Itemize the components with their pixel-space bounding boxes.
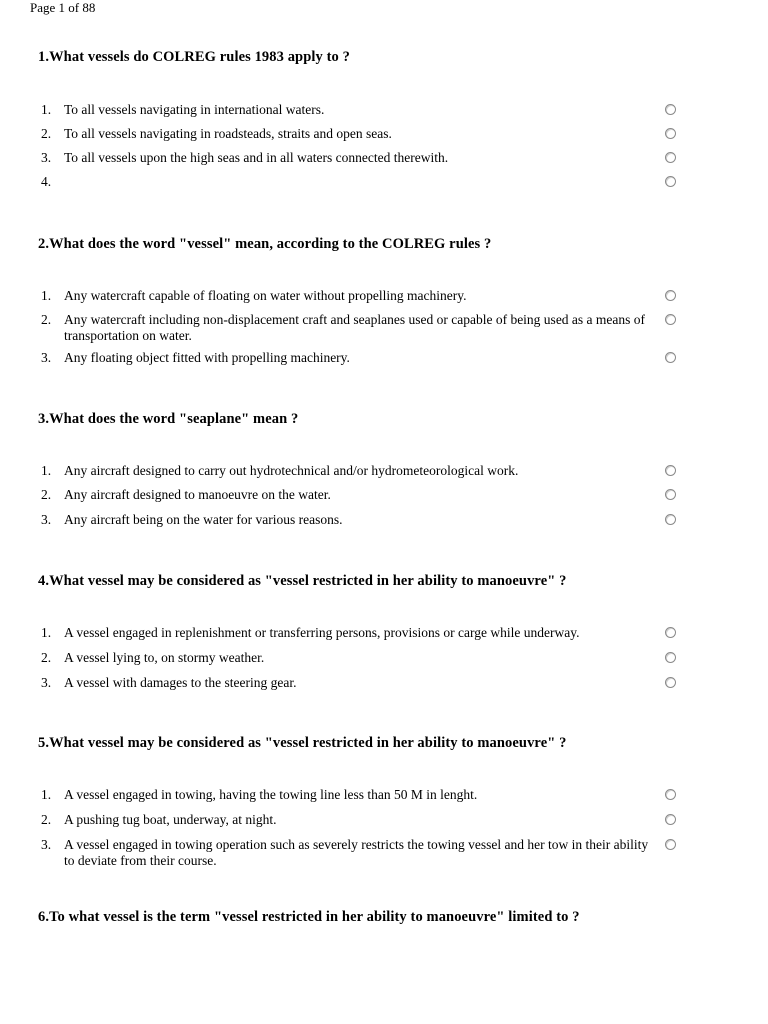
option-number: 1. [41,288,52,303]
answer-radio-button[interactable] [665,465,676,476]
option-text: A vessel engaged in towing operation such as severely restricts the towing vessel and her tow in their ability to deviate from their course. [64,837,649,868]
answer-radio-button[interactable] [665,514,676,525]
option-number: 2. [41,650,52,665]
option-text: Any aircraft designed to carry out hydrotechnical and/or hydrometeorological work. [64,463,519,478]
option-text: A pushing tug boat, underway, at night. [64,812,277,827]
answer-radio-button[interactable] [665,152,676,163]
answer-radio-button[interactable] [665,839,676,850]
answer-radio-button[interactable] [665,814,676,825]
question-6 [38,908,738,926]
answer-radio-button[interactable] [665,176,676,187]
answer-option [38,102,738,118]
question-3 [38,410,738,527]
question-title: 6.To what vessel is the term "vessel restricted in her ability to manoeuvre" limited to ? [38,909,580,925]
option-text: To all vessels navigating in international waters. [64,102,325,117]
option-number: 1. [41,787,52,802]
option-number: 1. [41,463,52,478]
answer-radio-button[interactable] [665,677,676,688]
option-text: Any watercraft including non-displacement craft and seaplanes used or capable of being used as a means of transportation on water. [64,312,646,343]
question-title: 2.What does the word "vessel" mean, according to the COLREG rules ? [38,236,492,252]
question-title: 4.What vessel may be considered as "vessel restricted in her ability to manoeuvre" ? [38,573,567,589]
answer-option [38,126,738,142]
option-number: 1. [41,102,52,117]
answer-radio-button[interactable] [665,627,676,638]
option-number: 2. [41,126,52,141]
answer-radio-button[interactable] [665,352,676,363]
answer-radio-button[interactable] [665,104,676,115]
answer-option [38,312,738,344]
answer-radio-button[interactable] [665,314,676,325]
question-title: 3.What does the word "seaplane" mean ? [38,411,299,427]
answer-option [38,787,738,803]
option-text: A vessel with damages to the steering gear. [64,675,297,690]
answer-radio-button[interactable] [665,489,676,500]
answer-option [38,837,738,869]
answer-radio-button[interactable] [665,789,676,800]
answer-option [38,288,738,304]
question-2 [38,235,738,365]
page-indicator: Page 1 of 88 [30,0,96,15]
answer-option [38,512,738,528]
option-number: 3. [41,150,52,165]
option-text: Any watercraft capable of floating on water without propelling machinery. [64,288,467,303]
option-number: 2. [41,812,52,827]
option-number: 3. [41,512,52,527]
question-1 [38,48,738,189]
answer-option [38,463,738,479]
option-text: A vessel lying to, on stormy weather. [64,650,265,665]
option-text: To all vessels upon the high seas and in all waters connected therewith. [64,150,449,165]
answer-option [38,650,738,666]
answer-option [38,150,738,166]
question-4 [38,572,738,690]
option-number: 2. [41,487,52,502]
option-number: 4. [41,174,52,189]
question-5 [38,734,738,868]
question-title: 1.What vessels do COLREG rules 1983 apply to ? [38,49,350,65]
option-number: 3. [41,350,52,365]
option-number: 1. [41,625,52,640]
answer-option [38,350,738,366]
answer-option [38,675,738,691]
answer-radio-button[interactable] [665,290,676,301]
answer-radio-button[interactable] [665,128,676,139]
option-text: Any floating object fitted with propelling machinery. [64,350,350,365]
option-text: Any aircraft being on the water for various reasons. [64,512,343,527]
option-number: 2. [41,312,52,327]
option-text: A vessel engaged in replenishment or transferring persons, provisions or carge while underway. [64,625,580,640]
answer-option [38,812,738,828]
option-text: Any aircraft designed to manoeuvre on the water. [64,487,331,502]
answer-option [38,487,738,503]
answer-option [38,625,738,641]
option-text: To all vessels navigating in roadsteads, straits and open seas. [64,126,392,141]
question-title: 5.What vessel may be considered as "vessel restricted in her ability to manoeuvre" ? [38,735,567,751]
answer-radio-button[interactable] [665,652,676,663]
option-text: A vessel engaged in towing, having the towing line less than 50 M in lenght. [64,787,478,802]
option-number: 3. [41,837,52,852]
option-number: 3. [41,675,52,690]
